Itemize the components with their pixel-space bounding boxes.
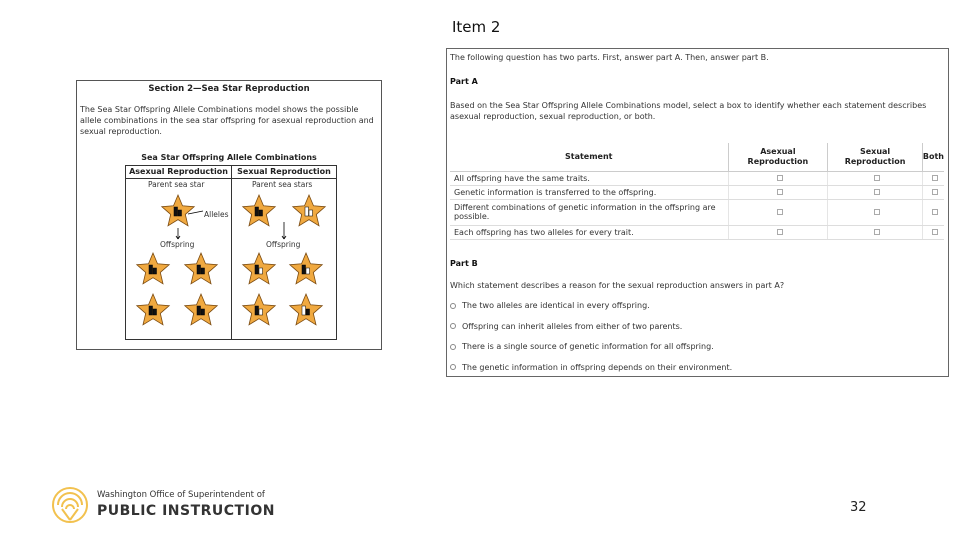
org-name-big: PUBLIC INSTRUCTION xyxy=(97,503,275,519)
question-intro: The following question has two parts. First, answer part A. Then, answer part B. xyxy=(450,53,769,62)
table-row xyxy=(450,225,944,239)
allele-bar xyxy=(302,265,306,274)
sea-star xyxy=(290,294,322,325)
alleles-label: Alleles xyxy=(204,210,229,219)
allele-bar xyxy=(255,265,259,274)
option-text: The two alleles are identical in every offspring. xyxy=(462,301,650,310)
section-text: The Sea Star Offspring Allele Combinations model shows the possible allele combinations in the sea star offspring for asexual reproduction and sexual reproduction. xyxy=(80,105,374,136)
checkbox-both[interactable] xyxy=(932,229,938,235)
allele-bar xyxy=(149,306,153,315)
allele-bar xyxy=(259,309,263,315)
header-both: Both xyxy=(922,143,944,171)
sea-star xyxy=(162,195,194,226)
radio-button[interactable] xyxy=(450,323,456,329)
table-row xyxy=(450,185,944,199)
statement-text: All offspring have the same traits. xyxy=(450,171,728,185)
question-panel xyxy=(446,48,949,377)
allele-bar xyxy=(153,268,157,274)
sea-star xyxy=(185,294,217,325)
option-text: The genetic information in offspring depends on their environment. xyxy=(462,362,733,372)
allele-bar xyxy=(306,309,310,315)
checkbox-both[interactable] xyxy=(932,175,938,181)
part-a-text: Based on the Sea Star Offspring Allele Combinations model, select a box to identify whether each statement describes asexual reproduction, sexual reproduction, or both. xyxy=(450,101,927,121)
sea-star xyxy=(137,294,169,325)
allele-bar xyxy=(309,210,313,216)
sexual-header: Sexual Reproduction xyxy=(232,166,336,179)
part-b-text: Which statement describes a reason for the sexual reproduction answers in part A? xyxy=(450,281,785,290)
part-a-heading: Part A xyxy=(450,77,478,86)
answer-option[interactable] xyxy=(450,301,650,310)
statement-text: Different combinations of genetic information in the offspring are possible. xyxy=(450,199,728,225)
allele-figure xyxy=(125,165,337,340)
slide-title: Item 2 xyxy=(452,18,501,36)
radio-button[interactable] xyxy=(450,364,456,370)
page-number: 32 xyxy=(850,500,867,515)
statement-table xyxy=(450,143,944,240)
allele-bar xyxy=(255,306,259,315)
ospi-logo xyxy=(52,487,275,527)
allele-bar xyxy=(153,309,157,315)
checkbox-asexual[interactable] xyxy=(777,229,783,235)
org-name-small: Washington Office of Superintendent of xyxy=(97,490,265,500)
section-heading: Section 2—Sea Star Reproduction xyxy=(148,84,310,94)
radio-button[interactable] xyxy=(450,303,456,309)
radio-button[interactable] xyxy=(450,344,456,350)
sea-star-illustration xyxy=(126,166,338,341)
table-row xyxy=(450,171,944,185)
header-statement: Statement xyxy=(450,143,728,171)
sea-star xyxy=(137,253,169,284)
allele-bar xyxy=(255,207,259,216)
allele-bar xyxy=(259,268,263,274)
allele-bar xyxy=(306,268,310,274)
answer-option[interactable] xyxy=(450,342,714,351)
statement-text: Each offspring has two alleles for every trait. xyxy=(450,225,728,239)
answer-option[interactable] xyxy=(450,363,732,372)
parent-label: Parent sea star xyxy=(148,180,205,189)
sea-star xyxy=(185,253,217,284)
option-text: There is a single source of genetic information for all offspring. xyxy=(462,342,714,351)
asexual-header: Asexual Reproduction xyxy=(126,166,231,179)
parents-label: Parent sea stars xyxy=(252,180,313,189)
section-panel xyxy=(76,80,382,350)
arrow-icon xyxy=(188,211,203,214)
allele-bar xyxy=(174,207,178,216)
sea-star xyxy=(243,253,275,284)
header-sexual: Sexual Reproduction xyxy=(828,143,923,171)
checkbox-both[interactable] xyxy=(932,209,938,215)
checkbox-sexual[interactable] xyxy=(874,189,880,195)
logo-icon xyxy=(52,487,88,523)
allele-bar xyxy=(201,268,205,274)
checkbox-both[interactable] xyxy=(932,189,938,195)
table-row xyxy=(450,199,944,225)
allele-bar xyxy=(305,207,309,216)
allele-bar xyxy=(201,309,205,315)
option-text: Offspring can inherit alleles from either of two parents. xyxy=(462,321,683,331)
header-asexual: Asexual Reproduction xyxy=(728,143,828,171)
part-b-heading: Part B xyxy=(450,259,478,268)
statement-text: Genetic information is transferred to the offspring. xyxy=(450,185,728,199)
answer-option[interactable] xyxy=(450,322,682,331)
checkbox-asexual[interactable] xyxy=(777,209,783,215)
checkbox-sexual[interactable] xyxy=(874,229,880,235)
checkbox-sexual[interactable] xyxy=(874,175,880,181)
checkbox-asexual[interactable] xyxy=(777,175,783,181)
sea-star xyxy=(243,294,275,325)
allele-bar xyxy=(302,306,306,315)
allele-bar xyxy=(197,265,201,274)
figure-title: Sea Star Offspring Allele Combinations xyxy=(141,153,317,162)
sea-star xyxy=(293,195,325,226)
allele-bar xyxy=(178,210,182,216)
allele-bar xyxy=(259,210,263,216)
sea-star xyxy=(290,253,322,284)
offspring-label: Offspring xyxy=(160,240,195,249)
checkbox-sexual[interactable] xyxy=(874,209,880,215)
allele-bar xyxy=(197,306,201,315)
allele-bar xyxy=(149,265,153,274)
sea-star xyxy=(243,195,275,226)
offspring-label-2: Offspring xyxy=(266,240,301,249)
checkbox-asexual[interactable] xyxy=(777,189,783,195)
